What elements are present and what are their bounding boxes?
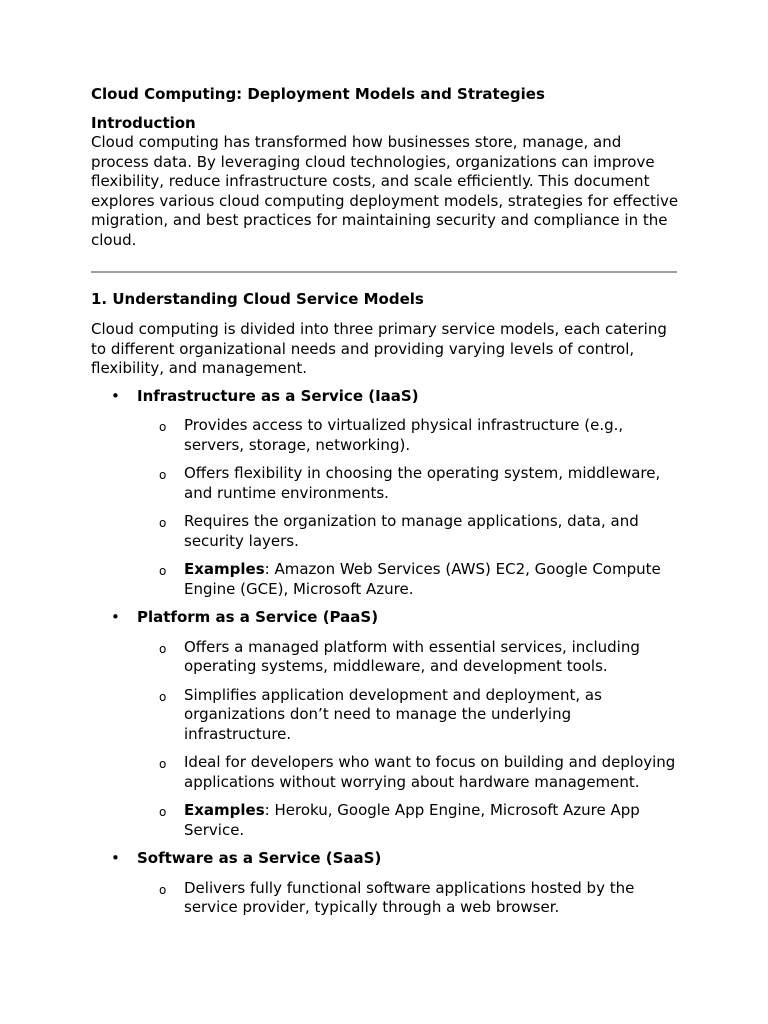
point-text: Offers a managed platform with essential services, including operating systems, middleware, and development tools. xyxy=(184,637,640,675)
list-item-iaas xyxy=(91,387,681,600)
list-item xyxy=(137,879,681,918)
list-item-paas xyxy=(91,608,681,840)
circle-bullet-icon: o xyxy=(159,689,167,704)
point-text: Simplifies application development and deployment, as organizations don’t need to manage the underlying infrastructure. xyxy=(184,685,602,743)
bullet-icon: • xyxy=(111,608,120,626)
point-text: Offers flexibility in choosing the operating system, middleware, and runtime environments. xyxy=(184,464,661,502)
section-1-intro: Cloud computing is divided into three primary service models, each catering to different organizational needs and providing varying levels of control, flexibility, and management. xyxy=(91,320,667,377)
circle-bullet-icon: o xyxy=(159,468,167,482)
examples-label: Examples xyxy=(184,801,265,819)
list-item xyxy=(137,753,681,792)
model-label-iaas: Infrastructure as a Service (IaaS) xyxy=(137,386,419,405)
examples-text: : Amazon Web Services (AWS) EC2, Google Compute Engine (GCE), Microsoft Azure. xyxy=(184,560,661,598)
service-models-list xyxy=(91,387,681,918)
circle-bullet-icon: o xyxy=(159,420,167,434)
intro-paragraph: Cloud computing has transformed how businesses store, manage, and process data. By leveraging cloud technologies, organizations can improve flexibility, reduce infrastructure costs, and scale efficiently. This document explores various cloud computing deployment models, strategies for effective migration, and best practices for maintaining security and compliance in the cloud. xyxy=(91,133,679,249)
circle-bullet-icon: o xyxy=(159,757,167,771)
list-item xyxy=(137,686,681,745)
circle-bullet-icon: o xyxy=(159,882,167,897)
paas-points xyxy=(137,638,681,841)
list-item xyxy=(137,801,681,840)
model-label-saas: Software as a Service (SaaS) xyxy=(137,849,382,867)
intro-heading: Introduction xyxy=(91,114,196,132)
point-text: Requires the organization to manage applications, data, and security layers. xyxy=(184,512,639,550)
list-item xyxy=(137,512,681,551)
circle-bullet-icon: o xyxy=(159,805,167,819)
model-label-paas: Platform as a Service (PaaS) xyxy=(137,608,379,626)
section-divider xyxy=(91,271,677,273)
circle-bullet-icon: o xyxy=(159,516,167,530)
circle-bullet-icon: o xyxy=(159,564,167,578)
document-title: Cloud Computing: Deployment Models and Strategies xyxy=(91,85,545,103)
iaas-points xyxy=(137,416,681,599)
list-item xyxy=(137,560,681,599)
saas-points xyxy=(137,879,681,918)
list-item xyxy=(137,464,681,503)
examples-label: Examples xyxy=(184,560,265,578)
examples-text: : Heroku, Google App Engine, Microsoft Azure App Service. xyxy=(184,801,640,839)
point-text: Ideal for developers who want to focus on building and deploying applications without worrying about hardware management. xyxy=(184,753,676,791)
bullet-icon: • xyxy=(111,849,120,867)
list-item xyxy=(137,638,681,677)
point-text: Delivers fully functional software applications hosted by the service provider, typically through a web browser. xyxy=(184,878,635,916)
list-item xyxy=(137,416,681,455)
section-1-heading: 1. Understanding Cloud Service Models xyxy=(91,290,424,308)
bullet-icon: • xyxy=(111,386,120,405)
document-page xyxy=(91,84,681,918)
list-item-saas xyxy=(91,849,681,918)
point-text: Provides access to virtualized physical infrastructure (e.g., servers, storage, networking). xyxy=(184,416,624,454)
circle-bullet-icon: o xyxy=(159,641,167,656)
